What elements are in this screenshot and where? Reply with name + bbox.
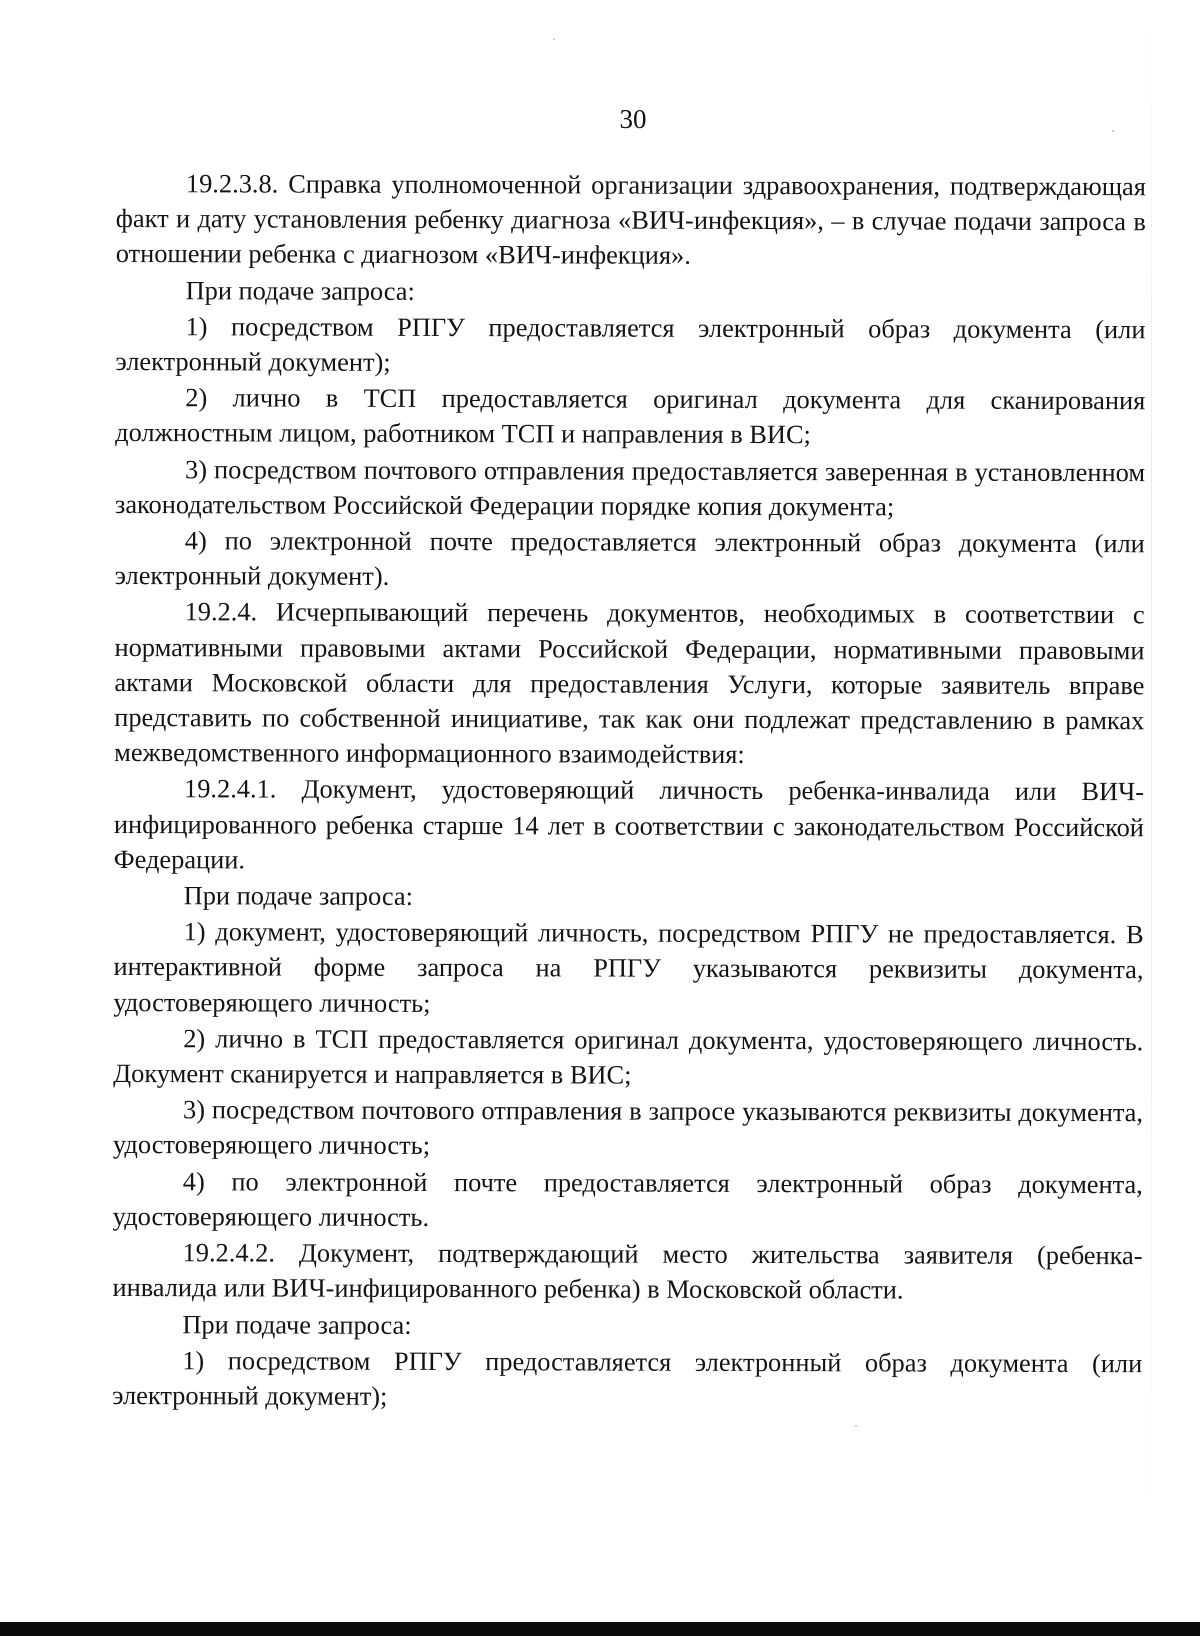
document-body bbox=[112, 166, 1146, 1416]
list-item-email: 4) по электронной почте предоставляется электронный образ документа (или электронный документ). bbox=[114, 525, 1145, 592]
list-item-tsp: 2) лично в ТСП предоставляется оригинал документа для сканирования должностным лицом, работником ТСП и направления в ВИС; bbox=[115, 382, 1146, 450]
list-item-post: 3) посредством почтового отправления предоставляется заверенная в установленном законодательством Российской Федерации порядке копия документа; bbox=[114, 453, 1146, 522]
list-item-rpgu: 1) документ, удостоверяющий личность, посредством РПГУ не предоставляется. В интерактивной форме запроса на РПГУ указываются реквизиты документа, удостоверяющего личность; bbox=[113, 916, 1144, 1018]
scan-speck bbox=[553, 38, 555, 40]
paragraph-submission-intro: При подаче запроса: bbox=[185, 274, 415, 306]
paragraph-submission-intro: При подаче запроса: bbox=[183, 880, 414, 911]
page-number: 30 bbox=[619, 104, 647, 134]
paragraph-19-2-4: 19.2.4. Исчерпывающий перечень документов, необходимых в соответствии с нормативными правовыми актами Российской Федерации, нормативными правовыми актами Московской области для предоставления Услуги, которые заявитель вправе представить по собственной инициативе, так как они подлежат представлению в рамках межведомственного информационного взаимодействия: bbox=[114, 596, 1145, 770]
paragraph-19-2-3-8: 19.2.3.8. Справка уполномоченной организации здравоохранения, подтверждающая факт и дату установления ребенку диагноза «ВИЧ-инфекция», – в случае подачи запроса в отношении ребенка с диагнозом «ВИЧ-инфекция». bbox=[115, 168, 1146, 271]
list-item-tsp: 2) лично в ТСП предоставляется оригинал документа, удостоверяющего личность. Документ сканируется и направляется в ВИС; bbox=[113, 1023, 1144, 1090]
paragraph-19-2-4-1: 19.2.4.1. Документ, удостоверяющий личность ребенка-инвалида или ВИЧ-инфицированного ребенка старше 14 лет в соответствии с законодательством Российской Федерации. bbox=[113, 773, 1145, 875]
list-item-rpgu: 1) посредством РПГУ предоставляется электронный образ документа (или электронный документ); bbox=[112, 1344, 1143, 1411]
paragraph-submission-intro: При подаче запроса: bbox=[182, 1308, 412, 1340]
list-item-email: 4) по электронной почте предоставляется электронный образ документа, удостоверяющего личность. bbox=[112, 1165, 1143, 1232]
scan-speck bbox=[855, 1425, 857, 1427]
list-item-post: 3) посредством почтового отправления в запросе указываются реквизиты документа, удостоверяющего личность; bbox=[112, 1094, 1144, 1161]
paragraph-19-2-4-2: 19.2.4.2. Документ, подтверждающий место жительства заявителя (ребенка-инвалида или ВИЧ-инфицированного ребенка) в Московской области. bbox=[112, 1237, 1143, 1305]
scan-artifact-line bbox=[1151, 0, 1152, 1550]
scan-bottom-edge bbox=[0, 1622, 1200, 1636]
list-item-rpgu: 1) посредством РПГУ предоставляется электронный образ документа (или электронный документ); bbox=[115, 311, 1146, 377]
